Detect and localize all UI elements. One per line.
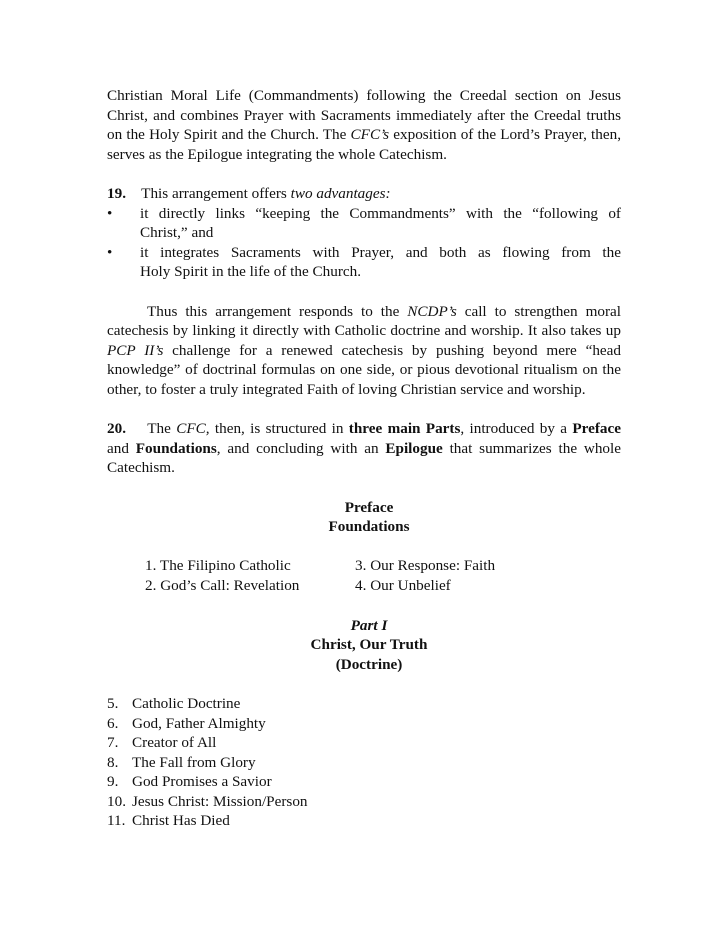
section-19-lead-text: This arrangement offers [141, 185, 291, 202]
bullet-item-2 [107, 243, 621, 282]
ncdp-abbrev: NCDP’s [407, 302, 457, 320]
thus-text-3: challenge for a renewed catechesis by pushing beyond mere “head knowledge” of doctrinal formulas on one side, or pious devotional ritualism on the other, to foster a truly integrated Faith of loving Christian service and worship. [107, 341, 621, 398]
thus-paragraph [107, 302, 621, 400]
section-20-paragraph [107, 419, 621, 478]
epilogue-term: Epilogue [385, 439, 443, 457]
section-19-lead-italic: two advantages: [290, 185, 391, 202]
three-main-parts: three main Parts [348, 420, 461, 437]
list-item [107, 733, 621, 753]
part-1-label: Part I [350, 616, 388, 634]
bullet-icon: • [107, 243, 113, 261]
list-item [107, 772, 621, 792]
pcp-abbrev: PCP II’s [107, 341, 164, 359]
intro-cfc-abbrev: CFC’s [350, 126, 390, 143]
bullet-icon: • [107, 204, 113, 222]
section-19-number: 19. [107, 185, 126, 202]
intro-text-1: Christian Moral Life (Commandments) following the Creedal section on Jesus Christ, and combines Prayer with Sacraments immediately after the Creedal truths on the Holy Spirit and the Church. The [107, 87, 621, 143]
doctrine-list [107, 694, 621, 831]
list-item-text: God, Father Almighty [132, 714, 266, 732]
list-item-number: 9. [107, 773, 119, 790]
part-1-subtitle: (Doctrine) [335, 655, 403, 673]
list-item [107, 811, 621, 831]
list-item [107, 753, 621, 773]
list-item-text: Creator of All [132, 734, 217, 751]
preface-term: Preface [572, 420, 621, 437]
intro-paragraph [107, 86, 621, 164]
list-item [107, 714, 621, 734]
preface-heading: Preface [344, 498, 394, 516]
list-item [107, 792, 621, 812]
list-item [107, 694, 621, 714]
foundations-list [107, 556, 621, 596]
list-item-text: God Promises a Savior [132, 773, 272, 790]
part-1-title: Christ, Our Truth [310, 636, 428, 653]
section-20-text-6: that summarizes the whole Catechism. [107, 439, 621, 476]
foundations-heading: Foundations [328, 518, 410, 535]
list-item-number: 7. [107, 734, 119, 751]
section-20-text-5: , and concluding with an [216, 439, 386, 457]
foundations-item-1: 1. The Filipino Catholic [145, 556, 291, 574]
section-20-cfc: CFC, [176, 420, 210, 437]
section-20-number: 20. [107, 420, 126, 437]
list-item-text: The Fall from Glory [132, 753, 256, 771]
list-item-number: 5. [107, 695, 119, 712]
thus-text-1: Thus this arrangement responds to the [147, 302, 408, 320]
section-20-text-2: then, is structured in [209, 420, 349, 437]
section-20-text-3: , introduced by a [460, 420, 573, 437]
bullet-item-1 [107, 204, 621, 243]
section-20-text-1: The [147, 420, 177, 437]
list-item-text: Catholic Doctrine [132, 695, 241, 712]
thus-text-2: call to strengthen moral catechesis by linking it directly with Catholic doctrine and worship. It also takes up [107, 302, 621, 339]
list-item-text: Jesus Christ: Mission/Person [132, 792, 308, 810]
section-19-lead [107, 184, 621, 204]
section-20-text-4: and [107, 439, 136, 457]
intro-text-2: exposition of the Lord’s Prayer, then, serves as the Epilogue integrating the whole Catechism. [107, 126, 622, 163]
bullet-1-text: it directly links “keeping the Commandments” with the “following of [140, 204, 621, 222]
bullet-1-continuation: Christ,” and [140, 224, 214, 241]
list-item-text: Christ Has Died [132, 812, 230, 829]
bullet-2-text: it integrates Sacraments with Prayer, and both as flowing from the [140, 243, 621, 261]
list-item-number: 10. [107, 792, 126, 810]
foundations-term: Foundations [135, 439, 217, 457]
list-item-number: 11. [107, 812, 126, 829]
list-item-number: 6. [107, 714, 119, 732]
foundations-item-3: 3. Our Response: Faith [355, 556, 496, 574]
list-item-number: 8. [107, 753, 119, 771]
document-page [107, 86, 621, 831]
foundations-item-4: 4. Our Unbelief [355, 576, 451, 594]
foundations-item-2: 2. God’s Call: Revelation [145, 576, 300, 594]
bullet-2-continuation: Holy Spirit in the life of the Church. [140, 263, 362, 280]
